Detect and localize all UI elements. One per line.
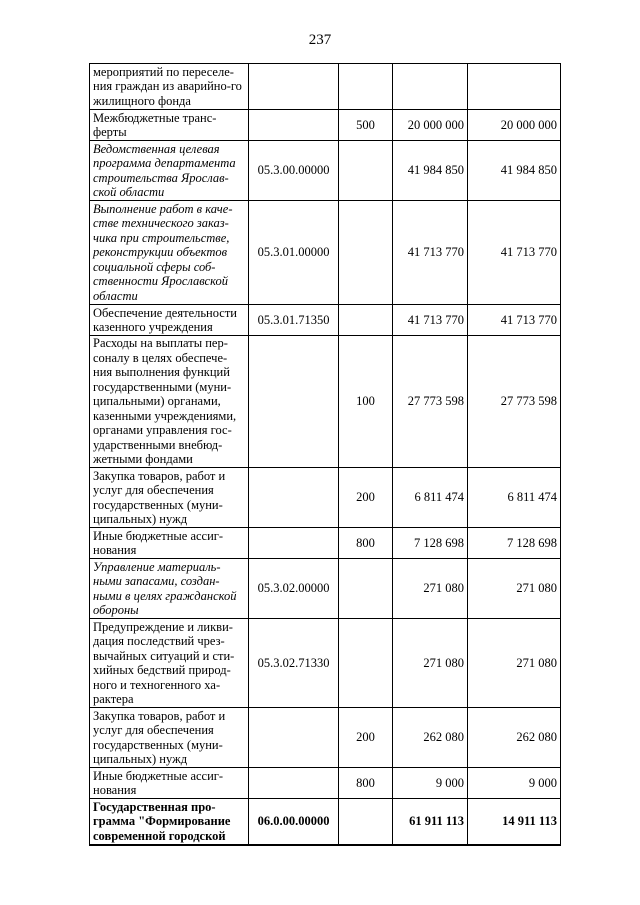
row-sum-1: 41 713 770 xyxy=(393,201,468,305)
row-sum-1: 262 080 xyxy=(393,708,468,768)
row-code xyxy=(249,468,339,528)
row-expense-type xyxy=(339,559,393,619)
row-sum-1 xyxy=(393,64,468,110)
row-expense-type xyxy=(339,201,393,305)
row-sum-2: 41 984 850 xyxy=(468,141,561,201)
row-sum-1: 27 773 598 xyxy=(393,336,468,468)
row-expense-type: 100 xyxy=(339,336,393,468)
table-row xyxy=(90,619,561,708)
row-expense-type xyxy=(339,619,393,708)
row-expense-type xyxy=(339,799,393,845)
budget-table xyxy=(89,63,561,846)
row-sum-2: 6 811 474 xyxy=(468,468,561,528)
row-expense-type: 200 xyxy=(339,708,393,768)
row-code: 06.0.00.00000 xyxy=(249,799,339,845)
row-sum-2: 27 773 598 xyxy=(468,336,561,468)
table-row xyxy=(90,468,561,528)
row-sum-1: 6 811 474 xyxy=(393,468,468,528)
row-name: Выполнение работ в каче-стве технического заказ-чика при строительстве, реконструкции объектов социальной сферы соб-ственности Ярославской области xyxy=(90,201,249,305)
page-number: 237 xyxy=(308,32,332,48)
table-row xyxy=(90,768,561,799)
row-code xyxy=(249,528,339,559)
table-row xyxy=(90,559,561,619)
row-sum-2: 271 080 xyxy=(468,619,561,708)
row-name: Расходы на выплаты пер-соналу в целях обеспече-ния выполнения функций государственными (муни-ципальными) органами, казенными учреждениями, органами управления гос-ударственными внебюд-жетными фондами xyxy=(90,336,249,468)
row-sum-2: 14 911 113 xyxy=(468,799,561,845)
row-expense-type xyxy=(339,141,393,201)
row-name: Предупреждение и ликви-дация последствий чрез-вычайных ситуаций и сти-хийных бедствий природ-ного и техногенного ха-рактера xyxy=(90,619,249,708)
row-expense-type xyxy=(339,305,393,336)
row-code: 05.3.00.00000 xyxy=(249,141,339,201)
row-name: Межбюджетные транс-ферты xyxy=(90,110,249,141)
row-code: 05.3.01.00000 xyxy=(249,201,339,305)
row-sum-1: 9 000 xyxy=(393,768,468,799)
row-sum-1: 20 000 000 xyxy=(393,110,468,141)
row-code xyxy=(249,768,339,799)
row-expense-type: 500 xyxy=(339,110,393,141)
row-sum-2: 262 080 xyxy=(468,708,561,768)
table-row xyxy=(90,799,561,845)
table-row xyxy=(90,110,561,141)
row-code: 05.3.02.71330 xyxy=(249,619,339,708)
row-code: 05.3.01.71350 xyxy=(249,305,339,336)
row-expense-type: 800 xyxy=(339,528,393,559)
table-row xyxy=(90,528,561,559)
table-row xyxy=(90,141,561,201)
row-expense-type: 800 xyxy=(339,768,393,799)
row-sum-2: 271 080 xyxy=(468,559,561,619)
row-name: Закупка товаров, работ и услуг для обеспечения государственных (муни-ципальных) нужд xyxy=(90,708,249,768)
row-name: Государственная про-грамма "Формирование современной городской xyxy=(90,799,249,845)
row-code xyxy=(249,336,339,468)
table-row xyxy=(90,64,561,110)
row-sum-1: 7 128 698 xyxy=(393,528,468,559)
row-sum-2: 41 713 770 xyxy=(468,201,561,305)
row-name: Иные бюджетные ассиг-нования xyxy=(90,768,249,799)
row-name: Ведомственная целевая программа департамента строительства Ярослав-ской области xyxy=(90,141,249,201)
row-name: Иные бюджетные ассиг-нования xyxy=(90,528,249,559)
table-row xyxy=(90,336,561,468)
row-code xyxy=(249,708,339,768)
row-sum-1: 41 713 770 xyxy=(393,305,468,336)
table-row xyxy=(90,305,561,336)
row-sum-2 xyxy=(468,64,561,110)
row-expense-type xyxy=(339,64,393,110)
table-row xyxy=(90,708,561,768)
row-sum-2: 41 713 770 xyxy=(468,305,561,336)
row-code xyxy=(249,110,339,141)
row-sum-1: 61 911 113 xyxy=(393,799,468,845)
row-sum-2: 7 128 698 xyxy=(468,528,561,559)
row-name: мероприятий по переселе-ния граждан из аварийно-го жилищного фонда xyxy=(90,64,249,110)
row-code: 05.3.02.00000 xyxy=(249,559,339,619)
row-sum-2: 20 000 000 xyxy=(468,110,561,141)
row-sum-1: 41 984 850 xyxy=(393,141,468,201)
row-code xyxy=(249,64,339,110)
row-sum-1: 271 080 xyxy=(393,619,468,708)
row-name: Закупка товаров, работ и услуг для обеспечения государственных (муни-ципальных) нужд xyxy=(90,468,249,528)
table-row xyxy=(90,201,561,305)
row-sum-2: 9 000 xyxy=(468,768,561,799)
row-name: Управление материаль-ными запасами, создан-ными в целях гражданской обороны xyxy=(90,559,249,619)
row-name: Обеспечение деятельности казенного учреждения xyxy=(90,305,249,336)
row-sum-1: 271 080 xyxy=(393,559,468,619)
row-expense-type: 200 xyxy=(339,468,393,528)
